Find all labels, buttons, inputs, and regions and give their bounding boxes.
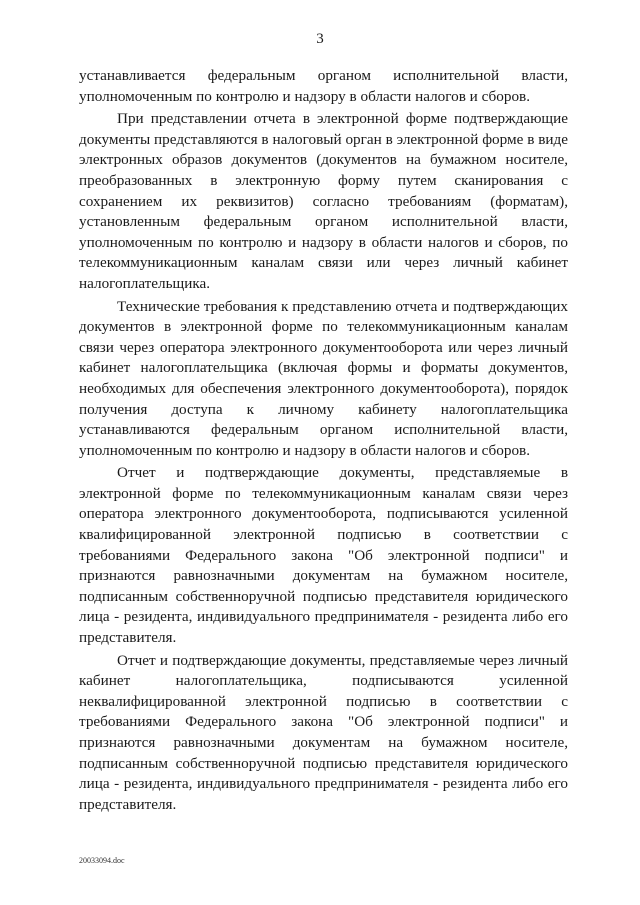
document-body [79,66,568,817]
footer-filename: 20033094.doc [79,856,125,865]
paragraph-unqualified-signature: Отчет и подтверждающие документы, представляемые через личный кабинет налогоплательщика, подписываются усиленной неквалифицированной электронной подписью в соответствии с требованиями Федерального закона "Об электронной подписи" и признаются равнозначными документам на бумажном носителе, подписанным собственноручной подписью представителя юридического лица - резидента, индивидуального предпринимателя - резидента либо его представителя. [79,651,568,813]
paragraph-continuation: устанавливается федеральным органом исполнительной власти, уполномоченным по контролю и надзору в области налогов и сборов. [79,67,568,105]
paragraph-electronic-submission: При представлении отчета в электронной форме подтверждающие документы представляются в налоговый орган в электронной форме в виде электронных образов документов (документов на бумажном носителе, преобразованных в электронную форму путем сканирования с сохранением их реквизитов) согласно требованиям (форматам), установленным федеральным органом исполнительной власти, уполномоченным по контролю и надзору в области налогов и сборов, по телекоммуникационным каналам связи или через личный кабинет налогоплательщика. [79,110,568,292]
paragraph-qualified-signature: Отчет и подтверждающие документы, представляемые в электронной форме по телекоммуникационным каналам связи через оператора электронного документооборота, подписываются усиленной квалифицированной электронной подписью в соответствии с требованиями Федерального закона "Об электронной подписи" и признаются равнозначными документам на бумажном носителе, подписанным собственноручной подписью представителя юридического лица - резидента, индивидуального предпринимателя - резидента либо его представителя. [79,464,568,647]
page-number: 3 [316,31,324,47]
paragraph-technical-requirements: Технические требования к представлению отчета и подтверждающих документов в электронной форме по телекоммуникационным каналам связи через оператора электронного документооборота или через личный кабинет налогоплательщика (включая формы и форматы документов, необходимых для обеспечения электронного документооборота), порядок получения доступа к личному кабинету налогоплательщика устанавливаются федеральным органом исполнительной власти, уполномоченным по контролю и надзору в области налогов и сборов. [79,297,568,459]
